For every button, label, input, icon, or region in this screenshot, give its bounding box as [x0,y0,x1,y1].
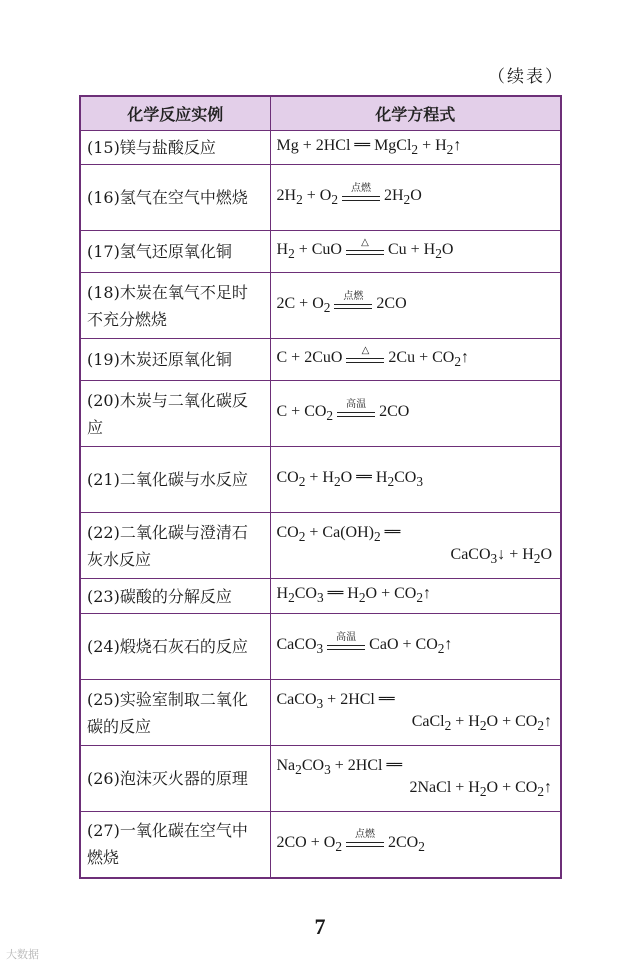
equation: $H_2CO_3$ ══ $H_2O$ + $CO_2↑$ [270,579,561,614]
reaction-name: (19)木炭还原氧化铜 [80,339,270,381]
equation: $H_2$ + CuO △ $Cu + H_2O$ [270,231,561,273]
equation: $CO_2 + H_2O$ ══ $H_2CO_3$ [270,447,561,513]
reaction-name: (15)镁与盐酸反应 [80,131,270,165]
page-number: 7 [314,914,326,939]
reaction-name: (16)氢气在空气中燃烧 [80,165,270,231]
equation: CaCO$_3$ 高温 CaO + $CO_2↑$ [270,614,561,680]
reaction-name: (25)实验室制取二氧化碳的反应 [80,680,270,746]
table-header-row [80,96,561,131]
reaction-condition: 高温 [346,398,367,410]
table-row [80,273,561,339]
equation-table [79,95,562,879]
continued-label: （续表） [488,67,564,87]
reaction-name: (20)木炭与二氧化碳反应 [80,381,270,447]
header-reaction: 化学反应实例 [80,96,270,131]
table-row [80,447,561,513]
equation: $2CO + O_2$ 点燃 $2CO_2$ [270,812,561,878]
reaction-name: (17)氢气还原氧化铜 [80,231,270,273]
header-equation: 化学方程式 [270,96,561,131]
table-row [80,614,561,680]
reaction-name: (22)二氧化碳与澄清石灰水反应 [80,513,270,579]
table-row [80,579,561,614]
table-row [80,746,561,812]
reaction-name: (18)木炭在氧气不足时不充分燃烧 [80,273,270,339]
table-row [80,812,561,878]
reaction-condition: △ [361,236,369,248]
reaction-name: (24)煅烧石灰石的反应 [80,614,270,680]
table-row [80,381,561,447]
reaction-name: (27)一氧化碳在空气中燃烧 [80,812,270,878]
equation: $CO_2 + Ca(OH)_2$ ══ CaCO$_3$↓ + $H_2O$ [270,513,561,579]
equation: CaCO$_3$ + 2HCl ══ CaCl$_2$ + $H_2O$ + $CO_2↑$ [270,680,561,746]
reaction-condition: 点燃 [350,182,371,194]
reaction-name: (26)泡沫灭火器的原理 [80,746,270,812]
reaction-name: (23)碳酸的分解反应 [80,579,270,614]
table-row [80,231,561,273]
reaction-condition: 高温 [336,631,357,643]
reaction-name: (21)二氧化碳与水反应 [80,447,270,513]
reaction-condition: △ [361,344,370,356]
table-row [80,339,561,381]
equation: Mg + 2HCl ══ MgCl$_2$ + $H_2↑$ [270,131,561,165]
equation: $C + CO_2$ 高温 2CO [270,381,561,447]
equation: $Na_2CO_3 + 2HCl$ ══ 2NaCl + $H_2O$ + $CO_2↑$ [270,746,561,812]
table-row [80,680,561,746]
equation: C + 2CuO △ $2Cu + CO_2↑$ [270,339,561,381]
table-row [80,131,561,165]
equation: $2H_2 + O_2$ 点燃 $2H_2O$ [270,165,561,231]
equation: $2C + O_2$ 点燃 2CO [270,273,561,339]
table-row [80,165,561,231]
table-row [80,513,561,579]
reaction-condition: 点燃 [354,829,375,841]
reaction-condition: 点燃 [343,290,364,302]
watermark: 大数据 [6,948,39,961]
